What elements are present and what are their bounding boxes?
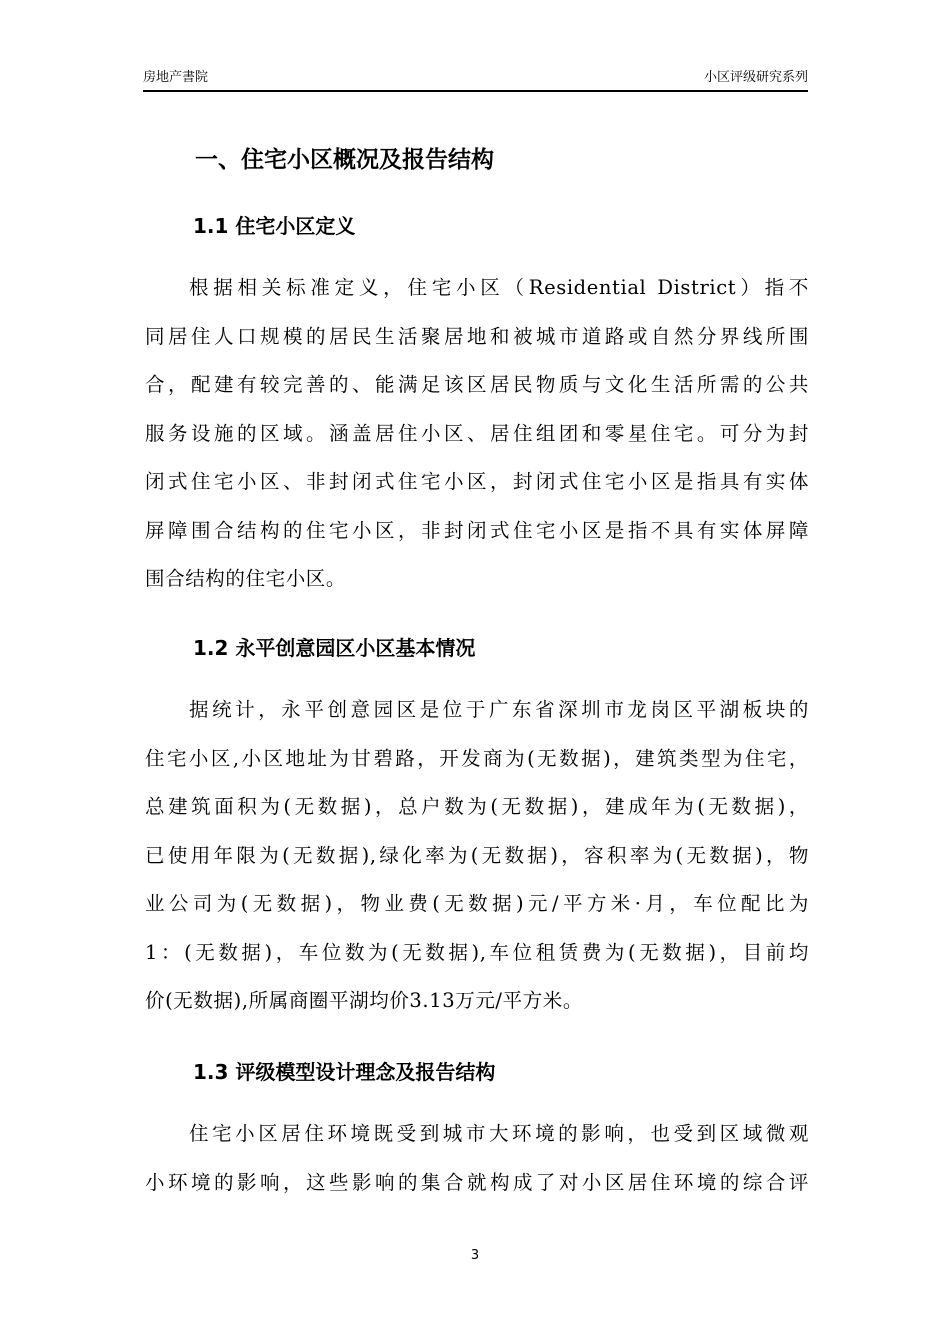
paragraph-line: 小环境的影响，这些影响的集合就构成了对小区居住环境的综合评 <box>145 1170 809 1194</box>
paragraph-line: 价(无数据),所属商圈平湖均价3.13万元/平方米。 <box>145 989 584 1012</box>
section-1-1-paragraph <box>145 264 809 604</box>
section-heading-1-1: 1.1 住宅小区定义 <box>193 214 356 238</box>
paragraph-line: 服务设施的区域。涵盖居住小区、居住组团和零星住宅。可分为封 <box>145 421 809 445</box>
paragraph-line: 围合结构的住宅小区。 <box>145 567 347 590</box>
header-publisher: 房地产書院 <box>143 70 209 85</box>
page-number: 3 <box>470 1248 480 1263</box>
paragraph-line: 业公司为(无数据)，物业费(无数据)元/平方米·月，车位配比为 <box>145 892 809 915</box>
paragraph-line: 据统计，永平创意园区是位于广东省深圳市龙岗区平湖板块的 <box>189 698 809 721</box>
section-heading-1-3: 1.3 评级模型设计理念及报告结构 <box>193 1060 496 1084</box>
chapter-title: 一、住宅小区概况及报告结构 <box>195 147 494 173</box>
paragraph-line: 同居住人口规模的居民生活聚居地和被城市道路或自然分界线所围 <box>145 324 809 348</box>
paragraph-line: 已使用年限为(无数据),绿化率为(无数据)，容积率为(无数据)，物 <box>145 843 809 867</box>
paragraph-line: 总建筑面积为(无数据)，总户数为(无数据)，建成年为(无数据)， <box>145 795 809 818</box>
section-1-2-paragraph <box>145 686 809 1026</box>
paragraph-line: 闭式住宅小区、非封闭式住宅小区，封闭式住宅小区是指具有实体 <box>145 470 809 493</box>
paragraph-line: 根据相关标准定义，住宅小区（Residential District）指不 <box>189 276 809 299</box>
paragraph-line: 屏障围合结构的住宅小区，非封闭式住宅小区是指不具有实体屏障 <box>145 518 809 542</box>
section-1-3-paragraph <box>145 1110 809 1207</box>
paragraph-line: 住宅小区,小区地址为甘碧路，开发商为(无数据)，建筑类型为住宅， <box>145 746 809 770</box>
paragraph-line: 合，配建有较完善的、能满足该区居民物质与文化生活所需的公共 <box>145 373 809 396</box>
page-header <box>143 66 808 92</box>
header-series-title: 小区评级研究系列 <box>703 70 808 85</box>
paragraph-line: 住宅小区居住环境既受到城市大环境的影响，也受到区域微观 <box>189 1122 809 1145</box>
paragraph-line: 1：(无数据)，车位数为(无数据),车位租赁费为(无数据)，目前均 <box>145 940 809 964</box>
section-heading-1-2: 1.2 永平创意园区小区基本情况 <box>193 636 476 660</box>
